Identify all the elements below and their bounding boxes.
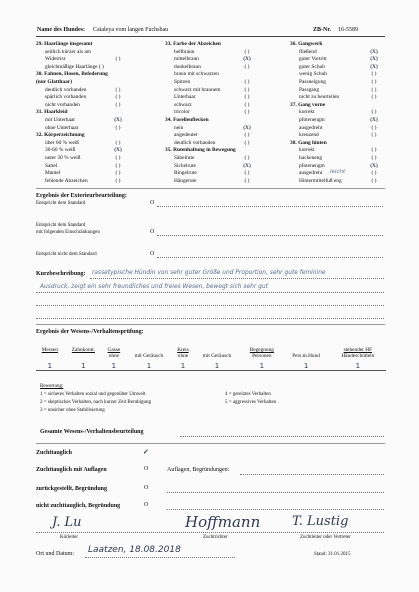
col3-checkbox[interactable]: ( ) [371, 71, 377, 78]
col1-row [36, 71, 146, 79]
col1-row [36, 109, 146, 117]
col2-label: 33. Farbe der Abzeichen [165, 41, 221, 47]
col2-checkbox[interactable]: ( ) [244, 86, 250, 93]
col1-row [36, 163, 146, 171]
col3-row [290, 155, 390, 163]
divider-2 [36, 324, 385, 325]
col1-label: Mantel [45, 170, 61, 177]
col3-checkbox[interactable]: ( ) [371, 177, 377, 184]
col1-checkbox[interactable]: ( ) [115, 56, 121, 63]
wesen-head2-cell: mit Geräusch [202, 353, 232, 359]
ext-opt3-radio[interactable]: O [150, 251, 155, 257]
col1-checkbox[interactable]: (X) [114, 147, 122, 154]
wesen-head1-cell: Begegnung [249, 347, 274, 353]
stand-label: Stand: 31.01.2015 [314, 552, 351, 557]
col3-row [290, 79, 390, 87]
col1-row [36, 170, 146, 178]
exterieur-title: Ergebnis der Exterieurbeurteilung: [36, 193, 127, 199]
bewertung-4: 4 = gereiztes Verhalten [225, 392, 271, 397]
ext-opt1: Entspricht dem Standard [36, 201, 86, 206]
col3-label: guter Vortritt [299, 56, 327, 63]
col3-checkbox[interactable]: ( ) [371, 154, 377, 161]
ext-opt2-radio[interactable]: O [150, 229, 155, 235]
ort-label: Ort und Datum: [36, 551, 74, 557]
col1-label: 30-60 % weiß [45, 147, 76, 154]
col3-checkbox[interactable]: ( ) [371, 109, 377, 116]
col2-row [165, 71, 275, 79]
col2-label: deutlich vorhanden [174, 139, 216, 146]
col3-label: guter Schub [299, 63, 325, 70]
col2-row [165, 109, 275, 117]
signature-line [36, 532, 384, 533]
col2-label: nein [174, 124, 184, 131]
col1-checkbox[interactable]: ( ) [115, 170, 121, 177]
col1-row [36, 41, 146, 49]
note-leicht: leicht [330, 169, 346, 175]
col1-checkbox[interactable]: ( ) [115, 101, 121, 108]
col2-row [165, 178, 275, 186]
wesen-head1-cell: Gasse [107, 347, 121, 353]
col1-row [36, 64, 146, 72]
auflagen-line [240, 474, 384, 475]
bewertung-5: 5 = aggressives Verhalten [225, 400, 277, 405]
col3-label: ausgedreht [299, 124, 323, 131]
col2-checkbox[interactable]: ( ) [244, 154, 250, 161]
wesen-values-cell[interactable]: 1 [282, 359, 329, 371]
col1-label: 29. Haarlänge insgesamt [36, 41, 93, 47]
col-haar [36, 41, 146, 185]
col3-checkbox[interactable]: ( ) [371, 170, 377, 177]
wesen-title: Ergebnis der Wesens-/Verhaltensprüfung: [36, 329, 144, 335]
col3-row [290, 147, 390, 155]
col2-label: schwarz mit braunem [174, 86, 221, 93]
ext-opt1-line [157, 206, 383, 207]
col1-label: 31. Haarkleid [36, 109, 68, 116]
zt-label: Zuchttauglich [36, 450, 73, 456]
col2-checkbox[interactable]: ( ) [244, 109, 250, 116]
col2-checkbox[interactable]: (X) [243, 124, 251, 131]
wesen-head1-cell: Zahnkontr. [71, 347, 95, 353]
col2-row [165, 79, 275, 87]
kurz-line1-rule [90, 278, 384, 279]
col3-label: wenig Schub [299, 71, 327, 78]
col3-row [290, 132, 390, 140]
col2-label: Spitzen [174, 78, 191, 85]
ext-opt3: Entspricht nicht dem Standard [36, 252, 97, 257]
col3-row [290, 125, 390, 133]
auflagen-label: Auflagen, Begründungen: [167, 467, 230, 473]
col3-checkbox[interactable]: (X) [370, 63, 378, 70]
col3-label: fließend [299, 48, 317, 55]
wesen-head2-cell: ohne [108, 353, 120, 359]
divider-3 [36, 443, 385, 444]
col2-row [165, 102, 275, 110]
col2-label: dunkelbraun [174, 63, 201, 70]
col2-row [165, 49, 275, 57]
col2-label: Ringelrute [174, 170, 197, 177]
col2-row [165, 125, 275, 133]
col1-row [36, 79, 146, 87]
col1-checkbox[interactable]: ( ) [115, 139, 121, 146]
wesen-table [36, 347, 386, 371]
signature-zuchtrichter: Hoffmann [185, 513, 261, 531]
col1-label: 32. Körperzeichnung [36, 132, 85, 139]
col2-checkbox[interactable]: ( ) [244, 48, 250, 55]
col1-checkbox[interactable]: ( ) [115, 86, 121, 93]
col1-label: mit Unterhaar [45, 116, 76, 123]
col1-row [36, 147, 146, 155]
header-divider [36, 36, 385, 37]
col1-label: (nur Glatthaar) [36, 78, 72, 85]
col3-label: hackeneng [299, 154, 323, 161]
col2-row [165, 147, 275, 155]
col1-checkbox[interactable]: ( ) [115, 124, 121, 131]
col3-label: pfotenengm [299, 116, 325, 123]
ort-value: Laatzen, 18.08.2018 [88, 545, 181, 555]
gesamt-line [180, 436, 384, 437]
col1-row [36, 56, 146, 64]
kurz-line3-rule [36, 305, 384, 306]
col3-checkbox[interactable]: ( ) [371, 147, 377, 154]
col3-checkbox[interactable]: (X) [370, 162, 378, 169]
col2-row [165, 170, 275, 178]
koerleiter-label: Körleiter [60, 535, 79, 540]
col2-checkbox[interactable]: ( ) [244, 177, 250, 184]
nzt-label: nicht zuchttauglich, Begründung [36, 503, 121, 509]
col2-label: Hängerute [174, 177, 197, 184]
col1-label: Widerrist [45, 56, 66, 63]
wesen-values-cell[interactable]: 1 [125, 359, 173, 371]
col2-checkbox[interactable]: ( ) [244, 78, 250, 85]
col2-label: tricolor [174, 109, 190, 116]
kurz-label: Kurzbeschreibung: [36, 271, 86, 277]
col3-checkbox[interactable]: ( ) [371, 94, 377, 101]
bewertung-2: 2 = skeptisches Verhalten, nach kurzer Zeit Beruhigung [40, 400, 152, 405]
col3-row [290, 56, 390, 64]
wesen-head2-cell: Händeschütteln [341, 353, 375, 359]
col3-row [290, 178, 390, 186]
col2-row [165, 140, 275, 148]
col1-label: 30. Fahnen, Hosen, Befederung [36, 71, 108, 78]
col2-label: angedeutet [174, 132, 198, 139]
wesen-head1-cell: Kreis [177, 347, 189, 353]
dog-name-value: Cataleya vom langen Fuchsbau [93, 27, 169, 33]
col2-checkbox[interactable]: (X) [243, 162, 251, 169]
col1-label: unter 30 % weiß [45, 154, 81, 161]
wesen-values-cell[interactable]: 1 [36, 359, 64, 371]
kurz-line2: Ausdruck, zeigt ein sehr freundliches und freies Wesen, bewegt sich sehr gut [40, 284, 268, 290]
col1-row [36, 178, 146, 186]
zuchtrichter-label: Zuchtrichter [203, 535, 228, 540]
col1-label: spärlich vorhanden [45, 94, 87, 101]
col2-checkbox[interactable]: ( ) [244, 139, 250, 146]
wesen-head2-cell: ohne [177, 353, 189, 359]
zta-radio[interactable]: O [144, 466, 149, 472]
col2-row [165, 132, 275, 140]
col2-row [165, 56, 275, 64]
col3-row [290, 41, 390, 49]
zg-label: zurückgestellt, Begründung [36, 486, 108, 492]
col3-row [290, 117, 390, 125]
col3-label: Passneigung [299, 78, 326, 85]
col2-label: braun mit schwarzen [174, 71, 219, 78]
col2-label: 35. Rutenhaltung in Bewegung [165, 147, 236, 154]
col2-row [165, 117, 275, 125]
col2-row [165, 163, 275, 171]
col1-label: deutlich vorhanden [45, 86, 87, 93]
zg-radio[interactable]: O [144, 485, 149, 491]
col3-label: pfotenengm [299, 162, 325, 169]
wesen-values-cell[interactable]: 1 [173, 359, 193, 371]
col2-checkbox[interactable]: ( ) [244, 132, 250, 139]
kurz-line1: rassetypische Hündin von sehr guter Größe und Proportion, sehr gute feminine [92, 270, 326, 276]
ext-opt2-line [157, 235, 383, 236]
col2-label: 34. Forellenflecken [165, 116, 209, 123]
col1-row [36, 87, 146, 95]
kurz-line4-rule [36, 318, 384, 319]
col1-label: seitlich kürzer als am [45, 48, 91, 55]
col3-label: korrekt [299, 147, 315, 154]
zg-line [167, 492, 384, 493]
ext-opt2b: mit folgenden Einschränkungen [36, 230, 100, 235]
signature-zuchtleiter: T. Lustig [292, 514, 349, 529]
col2-checkbox[interactable]: ( ) [244, 101, 250, 108]
wesen-values-cell[interactable]: 1 [64, 359, 103, 371]
col2-row [165, 64, 275, 72]
zta-label: Zuchttauglich mit Auflagen [36, 467, 107, 473]
col1-row [36, 132, 146, 140]
col1-row [36, 94, 146, 102]
kurz-line2-rule [36, 292, 384, 293]
wesen-values-cell[interactable]: 1 [241, 359, 282, 371]
col1-checkbox[interactable]: ( ) [115, 162, 121, 169]
col3-checkbox[interactable]: ( ) [371, 124, 377, 131]
col3-label: ausgedreht [299, 170, 323, 177]
col1-checkbox[interactable]: ( ) [115, 154, 121, 161]
col2-row [165, 87, 275, 95]
col2-label: Sichelrute [174, 162, 196, 169]
wesen-values-cell[interactable]: 1 [330, 359, 386, 371]
wesen-head1-cell: Messen [41, 347, 58, 353]
col3-label: kreuzend [299, 132, 319, 139]
col3-row [290, 94, 390, 102]
col3-row [290, 109, 390, 117]
wesen-head2-cell: Pers.m.Hund [292, 353, 320, 359]
col1-row [36, 102, 146, 110]
col2-row [165, 94, 275, 102]
gesamt-label: Gesamte Wesens-/Verhaltensbeurteilung [40, 429, 144, 435]
col2-checkbox[interactable]: (X) [243, 56, 251, 63]
col1-checkbox[interactable]: (X) [114, 116, 122, 123]
bewertung-1: 1 = sicheres Verhalten sozial und gegenüber Umwelt [40, 392, 146, 397]
col3-row [290, 71, 390, 79]
bewertung-3: 3 = unsicher ohne Stabilisierung [40, 408, 105, 413]
ort-line [85, 557, 235, 558]
col3-label: Hintermittelfuß eng [299, 177, 342, 184]
col-farbe [165, 41, 275, 185]
col1-label: nicht vorhanden [45, 101, 80, 108]
zb-label: ZB-Nr. [313, 27, 331, 33]
col2-label: Säbelrute [174, 154, 195, 161]
ext-opt2a: Entspricht dem Standard [36, 223, 86, 228]
col2-checkbox[interactable]: ( ) [244, 94, 250, 101]
col2-checkbox[interactable]: ( ) [244, 170, 250, 177]
col3-checkbox[interactable]: (X) [370, 48, 378, 55]
signature-koerleiter: J. Lu [52, 515, 82, 530]
wesen-values-cell[interactable]: 1 [103, 359, 125, 371]
col3-checkbox[interactable]: ( ) [371, 78, 377, 85]
col2-label: hellbraun [174, 48, 195, 55]
col1-checkbox[interactable]: ( ) [115, 94, 121, 101]
divider-1 [36, 188, 385, 189]
bewertung-label: Bewertung: [40, 384, 64, 389]
col1-row [36, 49, 146, 57]
col3-checkbox[interactable]: (X) [370, 116, 378, 123]
ext-opt1-radio[interactable]: O [150, 200, 155, 206]
col2-label: mittelbraun [174, 56, 199, 63]
col1-label: fehlende Abzeichen [45, 177, 88, 184]
col2-row [165, 41, 275, 49]
col1-row [36, 125, 146, 133]
col1-label: über 60 % weiß [45, 139, 79, 146]
col2-label: Unterhaar [174, 94, 196, 101]
wesen-values-cell[interactable]: 1 [193, 359, 241, 371]
col2-checkbox[interactable]: ( ) [244, 63, 250, 70]
col3-label: 38. Gang hinten [290, 139, 327, 146]
col3-checkbox[interactable]: ( ) [371, 86, 377, 93]
wesen-head2-cell: mit Geräusch [134, 353, 164, 359]
col1-row [36, 155, 146, 163]
zt-check[interactable]: ✓ [143, 448, 149, 456]
nzt-radio[interactable]: O [144, 502, 149, 508]
wesen-head2-cell: Personen [252, 353, 272, 359]
ext-opt3-line [157, 257, 383, 258]
nzt-line [167, 509, 384, 510]
zuchtleiter-label: Zuchtleiter oder Vertreter [300, 535, 351, 540]
col1-label: Sattel [45, 162, 58, 169]
col1-checkbox[interactable]: ( ) [115, 177, 121, 184]
col3-checkbox[interactable]: (X) [370, 56, 378, 63]
col2-label: schwarz [174, 101, 192, 108]
col3-label: 36. Gangwerk [290, 41, 323, 47]
zb-value: 16-5589 [338, 27, 358, 33]
col1-label: gleichmäßige Haarlänge ( ) [45, 63, 104, 70]
col3-label: Passgang [299, 86, 320, 93]
col2-row [165, 155, 275, 163]
col1-label: ohne Unterhaar [45, 124, 79, 131]
dog-name-label: Name des Hundes: [37, 27, 86, 33]
col-gang [290, 41, 390, 185]
col3-label: 37. Gang vorne [290, 101, 326, 108]
col3-label: nicht zu beurteilen [299, 94, 340, 101]
col1-row [36, 117, 146, 125]
wesen-head1-cell: stehender HF [343, 347, 373, 353]
col3-label: korrekt [299, 109, 315, 116]
col3-checkbox[interactable]: ( ) [371, 132, 377, 139]
